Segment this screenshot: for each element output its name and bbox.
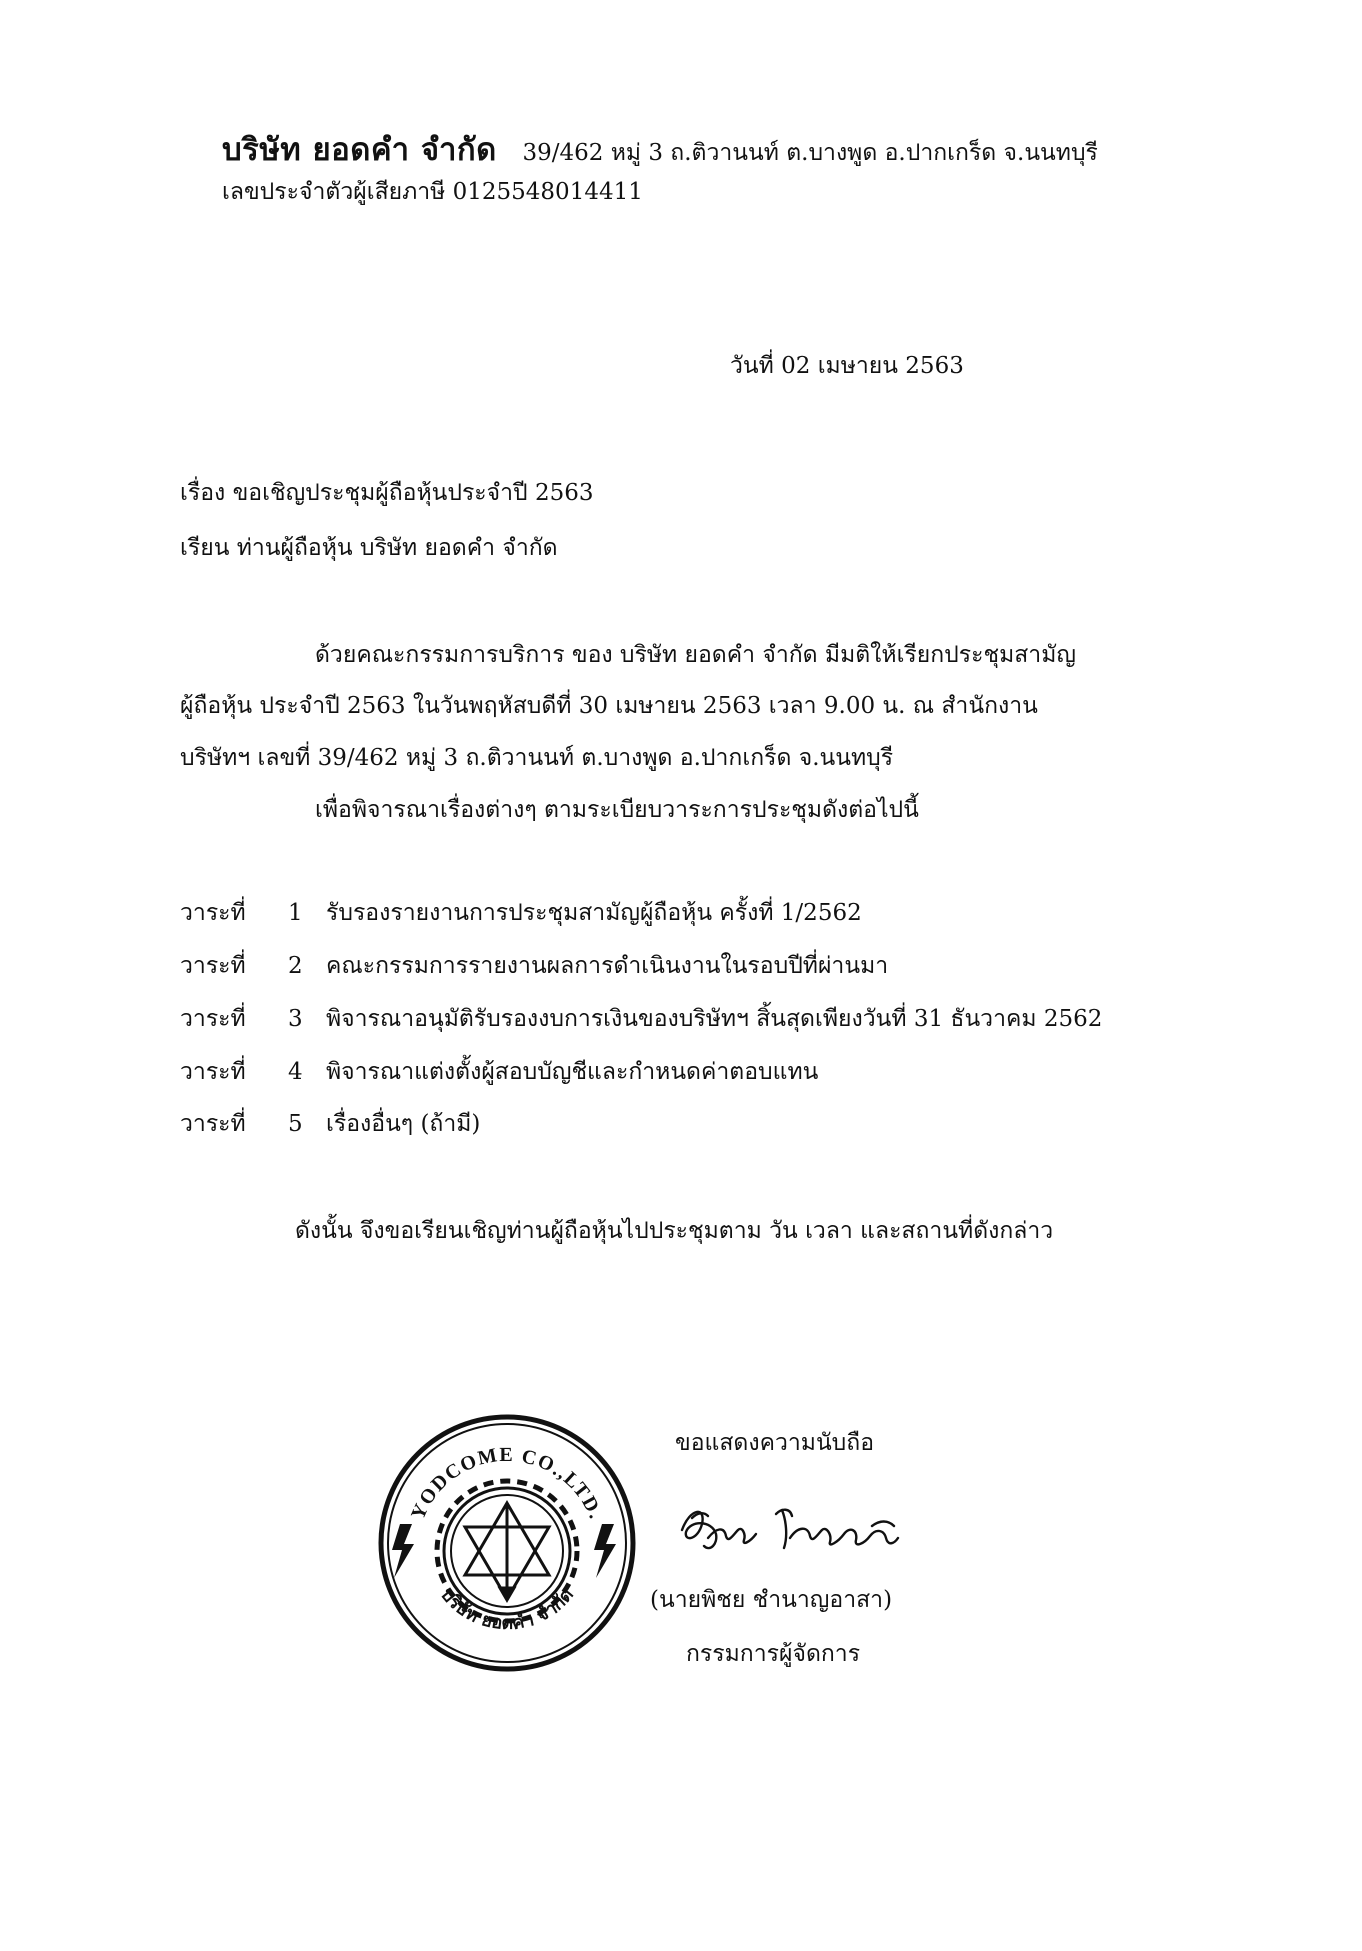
agenda-text: พิจารณาแต่งตั้งผู้สอบบัญชีและกำหนดค่าตอบแทน [326,1059,819,1085]
company-address: 39/462 หมู่ 3 ถ.ติวานนท์ ต.บางพูด อ.ปากเกร็ด จ.นนทบุรี [522,140,1098,166]
company-seal-stamp [376,1412,638,1674]
agenda-text: เรื่องอื่นๆ (ถ้ามี) [326,1111,481,1137]
agenda-number: 2 [288,953,303,979]
agenda-number: 5 [288,1111,303,1137]
lightning-bolt-icon [392,1524,414,1578]
body-line: ผู้ถือหุ้น ประจำปี 2563 ในวันพฤหัสบดีที่ 30 เมษายน 2563 เวลา 9.00 น. ณ สำนักงาน [180,693,1038,719]
agenda-item [180,948,888,984]
agenda-label: วาระที่ [180,1059,246,1085]
agenda-number: 1 [288,900,303,926]
agenda-text: คณะกรรมการรายงานผลการดำเนินงานในรอบปีที่ผ่านมา [326,953,889,979]
agenda-number: 3 [288,1006,303,1032]
regards-text: ขอแสดงความนับถือ [675,1430,875,1456]
agenda-label: วาระที่ [180,1006,246,1032]
handwritten-signature [672,1490,912,1572]
agenda-text: รับรองรายงานการประชุมสามัญผู้ถือหุ้น ครั้งที่ 1/2562 [326,900,862,926]
agenda-item [180,895,862,931]
body-line: เพื่อพิจารณาเรื่องต่างๆ ตามระเบียบวาระการประชุมดังต่อไปนี้ [315,797,919,823]
agenda-label: วาระที่ [180,900,246,926]
seal-bottom-text: บริษัท ยอดคำ จำกัด [436,1584,578,1635]
signer-name: (นายพิชย ชำนาญอาสา) [650,1587,893,1613]
lightning-bolt-icon [594,1524,616,1578]
body-line: ด้วยคณะกรรมการบริการ ของ บริษัท ยอดคำ จำกัด มีมติให้เรียกประชุมสามัญ [315,642,1076,668]
tax-id-line: เลขประจำตัวผู้เสียภาษี 0125548014411 [222,179,643,205]
agenda-text: พิจารณาอนุมัติรับรองงบการเงินของบริษัทฯ สิ้นสุดเพียงวันที่ 31 ธันวาคม 2562 [326,1006,1103,1032]
letter-date: วันที่ 02 เมษายน 2563 [730,353,964,379]
agenda-number: 4 [288,1059,303,1085]
agenda-label: วาระที่ [180,1111,246,1137]
agenda-item [180,1001,1102,1037]
seal-top-text: YODCOME CO.,LTD. [407,1443,608,1523]
agenda-label: วาระที่ [180,953,246,979]
agenda-item [180,1106,480,1142]
letter-recipient: เรียน ท่านผู้ถือหุ้น บริษัท ยอดคำ จำกัด [180,535,558,561]
letter-subject: เรื่อง ขอเชิญประชุมผู้ถือหุ้นประจำปี 2563 [180,480,594,506]
body-line: บริษัทฯ เลขที่ 39/462 หมู่ 3 ถ.ติวานนท์ ต.บางพูด อ.ปากเกร็ด จ.นนทบุรี [180,745,894,771]
signer-title: กรรมการผู้จัดการ [686,1641,861,1667]
letterhead-line [222,124,1098,174]
closing-line: ดังนั้น จึงขอเรียนเชิญท่านผู้ถือหุ้นไปประชุมตาม วัน เวลา และสถานที่ดังกล่าว [295,1218,1054,1244]
company-name: บริษัท ยอดคำ จำกัด [222,132,497,168]
star-icon [465,1503,549,1600]
agenda-item [180,1054,818,1090]
